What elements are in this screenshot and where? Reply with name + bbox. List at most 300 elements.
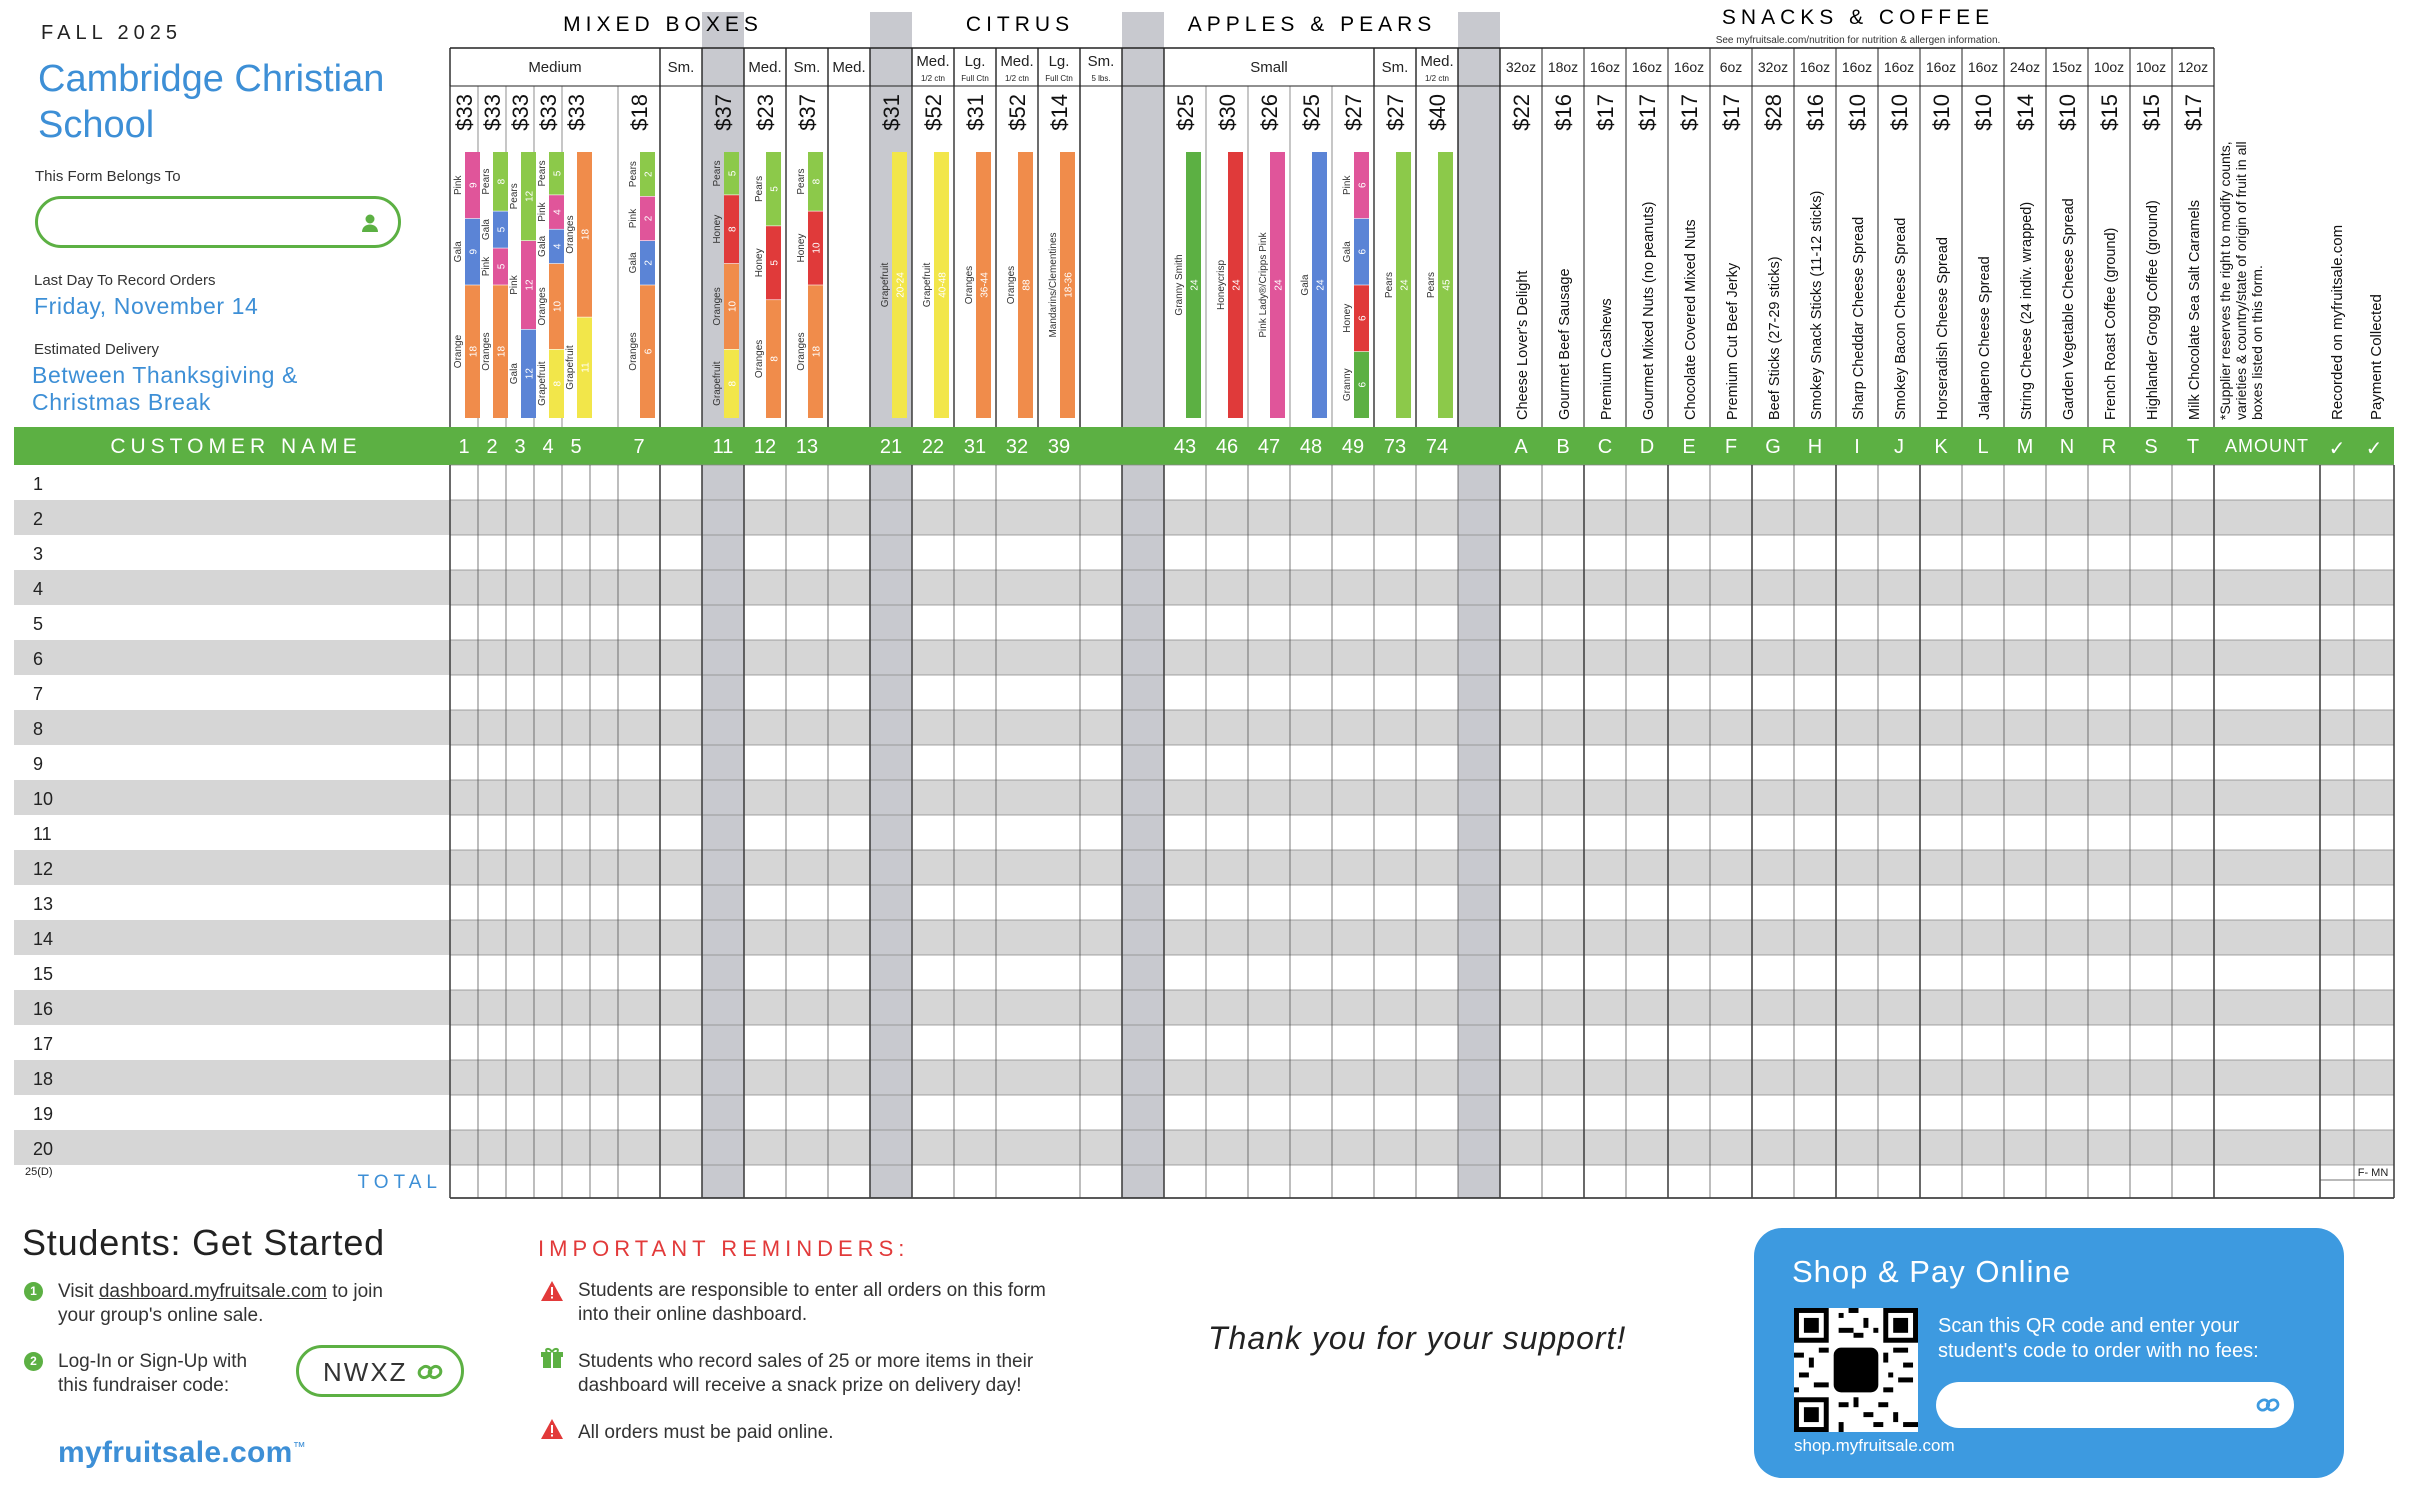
bar-count: 20-24 [895, 272, 907, 298]
snack-name: Milk Chocolate Sea Salt Caramels [2187, 199, 2203, 420]
price-label: $25 [1173, 94, 1198, 131]
price-label: $33 [480, 94, 505, 131]
bar-count: 6 [1357, 182, 1369, 189]
size-label: Medium [528, 59, 582, 76]
customer-name-cell[interactable] [14, 710, 450, 745]
product-number: 43 [1173, 436, 1197, 458]
bar-count: 6 [1357, 381, 1369, 388]
bar-fruit-label: Oranges [712, 287, 723, 326]
customer-name-cell[interactable] [14, 465, 450, 500]
price-label: $33 [452, 94, 477, 131]
product-bar [509, 152, 536, 418]
customer-name-cell[interactable] [14, 1130, 450, 1165]
product-bar [453, 152, 480, 418]
product-number: 73 [1383, 436, 1407, 458]
warning-icon [540, 1280, 564, 1302]
bar-fruit-label: Pink [628, 208, 639, 229]
student-code-input[interactable] [1936, 1382, 2294, 1428]
bar-count: 5 [769, 260, 781, 266]
bar-count: 8 [727, 380, 739, 387]
price-label: $10 [1971, 94, 1996, 131]
customer-name-cell[interactable] [14, 920, 450, 955]
snack-size: 16oz [1883, 59, 1915, 75]
product-number: 5 [570, 436, 582, 458]
bar-count: 9 [468, 248, 480, 255]
product-letter: E [1682, 436, 1696, 458]
bar-fruit-label: Pears [509, 183, 520, 210]
size-label: Small [1250, 59, 1288, 76]
price-label: $26 [1257, 94, 1282, 131]
snack-name: Sharp Cheddar Cheese Spread [1851, 216, 1867, 420]
price-label: $33 [564, 94, 589, 131]
product-letter: K [1934, 436, 1948, 458]
bar-fruit-label: Pink [509, 275, 520, 295]
product-letter: M [2016, 436, 2034, 458]
bar-fruit-label: Pink [537, 202, 548, 222]
bar-fruit-label: Oranges [1006, 265, 1017, 305]
bar-count: 12 [524, 279, 536, 291]
size-sublabel: 1/2 ctn [1424, 74, 1450, 83]
product-number: 74 [1425, 436, 1449, 458]
dashboard-link[interactable]: dashboard.myfruitsale.com [98, 1281, 327, 1302]
qr-code[interactable] [1794, 1308, 1918, 1432]
bar-fruit-label: Pink [453, 175, 464, 195]
customer-name-cell[interactable] [14, 570, 450, 605]
product-number: 48 [1299, 436, 1323, 458]
bar-fruit-label: Oranges [964, 265, 975, 305]
product-letter: T [2186, 436, 2200, 458]
bar-fruit-label: Granny Smith [1174, 254, 1185, 316]
price-label: $28 [1761, 94, 1786, 131]
deadline-value: Friday, November 14 [34, 293, 259, 319]
price-label: $15 [2097, 94, 2122, 131]
snack-name: Horseradish Cheese Spread [1935, 237, 1951, 420]
shop-desc-1: Scan this QR code and enter your [1938, 1315, 2240, 1337]
bar-fruit-label: Gala [628, 252, 639, 274]
snack-name: Gourmet Mixed Nuts (no peanuts) [1641, 201, 1657, 420]
section-mixed-boxes: MIXED BOXES [563, 13, 763, 36]
deadline-label: Last Day To Record Orders [34, 272, 216, 289]
product-letter: C [1597, 436, 1613, 458]
product-number: 47 [1257, 436, 1281, 458]
price-label: $17 [1635, 94, 1660, 131]
product-bar [964, 152, 991, 418]
price-label: $52 [1005, 94, 1030, 131]
bar-fruit-label: Pears [1426, 271, 1437, 299]
bar-fruit-label: Honey [754, 248, 765, 278]
product-letter: L [1977, 436, 1989, 458]
product-letter: J [1894, 436, 1904, 458]
price-label: $31 [879, 94, 904, 131]
price-label: $10 [1845, 94, 1870, 131]
bar-count: 45 [1441, 279, 1453, 291]
snack-name: Garden Vegetable Cheese Spread [2061, 198, 2077, 420]
snack-size: 16oz [1673, 59, 1705, 75]
bar-count: 5 [496, 226, 508, 233]
product-letter: R [2101, 436, 2117, 458]
product-number: 13 [795, 436, 819, 458]
bar-fruit-label: Honey [712, 214, 723, 244]
bar-count: 18 [468, 345, 480, 358]
product-letter: A [1514, 436, 1528, 458]
snack-size: 32oz [1757, 59, 1789, 75]
step-2-line2: this fundraiser code: [58, 1375, 230, 1396]
snacks-note: See myfruitsale.com/nutrition for nutrition & allergen information. [1715, 35, 2001, 46]
bar-count: 36-44 [979, 272, 991, 298]
size-label: Sm. [793, 59, 821, 76]
snack-size: 16oz [1589, 59, 1621, 75]
bar-count: 4 [552, 209, 564, 215]
snack-size: 16oz [1841, 59, 1873, 75]
bar-count: 5 [727, 170, 739, 177]
link-icon [417, 1363, 443, 1381]
product-number: 32 [1005, 436, 1029, 458]
owner-label: This Form Belongs To [35, 168, 181, 185]
brand-logo [58, 1436, 306, 1470]
recorded-check: ✓ [2328, 438, 2346, 460]
size-label: Med. [748, 59, 782, 76]
product-letter: B [1556, 436, 1570, 458]
bar-count: 11 [580, 362, 592, 373]
product-number: 7 [633, 436, 645, 458]
bar-fruit-label: Grapefruit [565, 345, 576, 390]
bar-fruit-label: Pears [754, 175, 765, 203]
customer-name-cell[interactable] [14, 780, 450, 815]
price-label: $30 [1215, 94, 1240, 131]
price-label: $17 [1719, 94, 1744, 131]
bar-count: 24 [1315, 279, 1327, 291]
product-number: 21 [879, 436, 903, 458]
price-label: $37 [711, 94, 736, 131]
price-label: $33 [536, 94, 561, 131]
bar-count: 18 [811, 345, 823, 358]
total-label: TOTAL [357, 1172, 442, 1193]
product-number: 2 [486, 436, 498, 458]
bar-fruit-label: Gala [453, 241, 464, 263]
bar-fruit-label: Pink Lady®/Cripps Pink [1258, 232, 1269, 338]
delivery-value: Between Thanksgiving & Christmas Break [32, 362, 298, 415]
bar-fruit-label: Oranges [481, 332, 492, 371]
payment-label: Payment Collected [2368, 294, 2385, 420]
season-label: FALL 2025 [41, 22, 183, 44]
snack-size: 16oz [1967, 59, 1999, 75]
snack-name: Smokey Snack Sticks (11-12 sticks) [1809, 190, 1825, 420]
supplier-note: varieties & country/state of origin of fruit in all [2233, 141, 2249, 420]
price-label: $25 [1299, 94, 1324, 131]
reminder-2b: dashboard will receive a snack prize on delivery day! [578, 1375, 1022, 1396]
size-label: Sm. [1087, 53, 1115, 70]
brand-name: myfruitsale.com [58, 1436, 293, 1469]
product-bar [922, 152, 949, 418]
reminder-2a: Students who record sales of 25 or more items in their [578, 1351, 1034, 1372]
shop-description [1938, 1314, 2259, 1364]
snack-name: String Cheese (24 indiv. wrapped) [2019, 201, 2035, 420]
step-1-badge: 1 [24, 1282, 43, 1301]
customer-name-cell[interactable] [14, 605, 450, 640]
bar-count: 12 [524, 190, 536, 202]
bar-count: 2 [643, 171, 655, 177]
size-label: Med. [832, 59, 866, 76]
price-label: $37 [795, 94, 820, 131]
product-bar [1258, 152, 1285, 418]
bar-fruit-label: Grapefruit [880, 262, 891, 308]
reminders-title: IMPORTANT REMINDERS: [538, 1236, 910, 1261]
bar-count: 10 [811, 242, 823, 254]
brand-tm: ™ [292, 1439, 306, 1454]
product-letter: D [1639, 436, 1655, 458]
reminder-1a: Students are responsible to enter all orders on this form [578, 1280, 1046, 1301]
price-label: $33 [508, 94, 533, 131]
size-label: Sm. [667, 59, 695, 76]
snack-size: 12oz [2177, 59, 2209, 75]
size-label: Med. [1000, 53, 1034, 70]
reminder-1 [578, 1279, 1046, 1327]
bar-count: 2 [643, 215, 655, 222]
size-label: Lg. [1048, 53, 1070, 70]
bar-count: 40-48 [937, 272, 949, 298]
link-icon [2256, 1394, 2280, 1416]
product-letter: N [2059, 436, 2075, 458]
gift-icon [540, 1347, 564, 1369]
bar-fruit-label: Pink [481, 256, 492, 277]
price-label: $10 [1887, 94, 1912, 131]
product-bar [1384, 152, 1411, 418]
product-letter: S [2144, 436, 2158, 458]
product-number: 49 [1341, 436, 1365, 458]
bar-fruit-label: Gala [1300, 274, 1311, 296]
bar-fruit-label: Oranges [537, 287, 548, 326]
bar-fruit-label: Grapefruit [537, 361, 548, 406]
product-letter: F [1724, 436, 1738, 458]
step-2-badge: 2 [24, 1352, 43, 1371]
bar-count: 18 [580, 228, 592, 241]
step-2-line1: Log-In or Sign-Up with [58, 1351, 248, 1372]
bar-fruit-label: Pears [628, 161, 639, 188]
customer-name-cell[interactable] [14, 745, 450, 780]
price-label: $10 [1929, 94, 1954, 131]
product-number: 11 [712, 436, 734, 458]
bar-count: 5 [496, 263, 508, 270]
shop-url[interactable]: shop.myfruitsale.com [1794, 1436, 1955, 1455]
bar-fruit-label: Grapefruit [922, 262, 933, 308]
price-label: $14 [1047, 94, 1072, 131]
price-label: $18 [627, 94, 652, 131]
bar-fruit-label: Grapefruit [712, 361, 723, 406]
bar-count: 5 [552, 170, 564, 177]
product-bar [1048, 152, 1075, 418]
customer-name-cell[interactable] [14, 1060, 450, 1095]
product-bar [1300, 152, 1327, 418]
price-label: $17 [2181, 94, 2206, 131]
bar-count: 10 [552, 300, 564, 313]
product-number: 1 [458, 436, 470, 458]
price-label: $27 [1383, 94, 1408, 131]
bar-count: 18 [496, 345, 508, 358]
product-number: 3 [514, 436, 526, 458]
snack-size: 16oz [1799, 59, 1831, 75]
bar-fruit-label: Pears [481, 168, 492, 195]
bar-fruit-label: Oranges [628, 332, 639, 371]
customer-name-cell[interactable] [14, 850, 450, 885]
step-2-text [58, 1350, 247, 1398]
form-code: 25(D) [25, 1166, 53, 1178]
product-letter: G [1765, 436, 1781, 458]
footer-code: F- MN [2357, 1167, 2389, 1179]
delivery-label: Estimated Delivery [34, 341, 160, 358]
snack-name: Chocolate Covered Mixed Nuts [1683, 219, 1699, 420]
price-label: $31 [963, 94, 988, 131]
shop-online-panel [1754, 1228, 2344, 1478]
step-1-pre: Visit [58, 1281, 99, 1302]
customer-name-cell[interactable] [14, 640, 450, 675]
product-bar [754, 152, 781, 418]
section-apples-pears: APPLES & PEARS [1187, 13, 1437, 36]
amount-header: AMOUNT [2225, 436, 2309, 456]
snack-name: Smokey Bacon Cheese Spread [1893, 217, 1909, 420]
bar-count: 6 [643, 348, 655, 355]
shop-desc-2: student's code to order with no fees: [1938, 1340, 2259, 1362]
product-letter: I [1854, 436, 1860, 458]
reminder-1b: into their online dashboard. [578, 1304, 808, 1325]
snack-size: 10oz [2093, 59, 2125, 75]
bar-fruit-label: Gala [481, 219, 492, 241]
bar-count: 5 [769, 186, 781, 192]
customer-name-cell[interactable] [14, 500, 450, 535]
snack-name: Highlander Grogg Coffee (ground) [2145, 200, 2161, 420]
product-number: 22 [921, 436, 945, 458]
bar-count: 24 [1231, 279, 1243, 291]
customer-name-header: CUSTOMER NAME [110, 435, 362, 458]
shop-title: Shop & Pay Online [1792, 1254, 2071, 1289]
step-1-text [58, 1280, 383, 1328]
price-label: $15 [2139, 94, 2164, 131]
customer-name-cell[interactable] [14, 815, 450, 850]
supplier-note: boxes listed on this form. [2249, 265, 2265, 420]
price-label: $10 [2055, 94, 2080, 131]
bar-fruit-label: Pears [537, 160, 548, 187]
bar-count: 24 [1189, 279, 1201, 291]
bar-fruit-label: Gala [537, 235, 548, 257]
customer-name-cell[interactable] [14, 990, 450, 1025]
snack-name: French Roast Coffee (ground) [2103, 227, 2119, 420]
size-sublabel: Full Ctn [961, 74, 989, 83]
customer-name-cell[interactable] [14, 535, 450, 570]
bar-fruit-label: Honey [1342, 303, 1353, 333]
product-bar [1342, 152, 1369, 418]
section-snacks-coffee: SNACKS & COFFEE [1721, 6, 1995, 29]
product-number: 31 [963, 436, 987, 458]
bar-fruit-label: Granny [1342, 368, 1353, 402]
bar-fruit-label: Orange [453, 334, 464, 369]
price-label: $17 [1677, 94, 1702, 131]
snack-size: 16oz [1631, 59, 1663, 75]
bar-fruit-label: Gala [509, 363, 520, 385]
snack-name: Premium Cashews [1599, 298, 1615, 420]
bar-count: 24 [1399, 279, 1411, 291]
reminder-2 [578, 1350, 1033, 1398]
snack-size: 16oz [1925, 59, 1957, 75]
bar-count: 8 [769, 356, 781, 362]
supplier-note: *Supplier reserves the right to modify counts, [2217, 141, 2233, 420]
bar-fruit-label: Honey [796, 233, 807, 263]
bar-fruit-label: Pink [1342, 175, 1353, 195]
product-bar [481, 152, 508, 418]
product-bar [1174, 152, 1201, 418]
price-label: $27 [1341, 94, 1366, 131]
bar-count: 9 [468, 182, 480, 189]
bar-count: 10 [727, 300, 739, 313]
bar-count: 4 [552, 243, 564, 250]
thank-you-message: Thank you for your support! [1208, 1320, 1627, 1356]
product-bar [1426, 152, 1453, 418]
price-label: $14 [2013, 94, 2038, 131]
payment-check: ✓ [2365, 438, 2383, 460]
price-label: $17 [1593, 94, 1618, 131]
bar-fruit-label: Honeycrisp [1216, 259, 1227, 311]
snack-name: Jalapeno Cheese Spread [1977, 256, 1993, 420]
fundraiser-code: NWXZ [323, 1357, 408, 1387]
bar-count: 8 [552, 380, 564, 387]
size-sublabel: 1/2 ctn [920, 74, 946, 83]
price-label: $23 [753, 94, 778, 131]
recorded-label: Recorded on myfruitsale.com [2329, 224, 2346, 420]
section-citrus: CITRUS [965, 13, 1075, 36]
snack-name: Premium Cut Beef Jerky [1725, 262, 1741, 420]
price-label: $52 [921, 94, 946, 131]
customer-name-cell[interactable] [14, 1095, 450, 1130]
bar-count: 6 [1357, 248, 1369, 255]
bar-fruit-label: Gala [1342, 241, 1353, 263]
size-label: Lg. [964, 53, 986, 70]
snack-size: 15oz [2051, 59, 2083, 75]
school-name: Cambridge Christian School [38, 58, 385, 146]
bar-count: 88 [1021, 279, 1033, 291]
bar-fruit-label: Mandarins/Clementines [1048, 232, 1059, 338]
bar-count: 2 [643, 260, 655, 266]
size-sublabel: Full Ctn [1045, 74, 1073, 83]
snack-name: Cheese Lover's Delight [1515, 270, 1531, 420]
get-started-title: Students: Get Started [22, 1222, 386, 1263]
snack-name: Gourmet Beef Sausage [1557, 268, 1573, 420]
fundraiser-code-badge[interactable] [296, 1345, 464, 1397]
snack-size: 10oz [2135, 59, 2167, 75]
customer-name-cell[interactable] [14, 955, 450, 990]
customer-name-cell[interactable] [14, 885, 450, 920]
customer-name-cell[interactable] [14, 1025, 450, 1060]
bar-count: 8 [811, 178, 823, 185]
bar-count: 24 [1273, 279, 1285, 291]
snack-name: Beef Sticks (27-29 sticks) [1767, 256, 1783, 420]
product-bar [628, 152, 655, 418]
bar-fruit-label: Oranges [565, 215, 576, 254]
product-bar [537, 152, 564, 418]
product-number: 4 [542, 436, 554, 458]
product-bar [796, 152, 823, 418]
bar-fruit-label: Pears [712, 160, 723, 187]
product-number: 46 [1215, 436, 1239, 458]
bar-fruit-label: Pears [796, 168, 807, 195]
step-1-line2: your group's online sale. [58, 1305, 264, 1326]
reminder-3: All orders must be paid online. [578, 1422, 834, 1443]
customer-name-cell[interactable] [14, 675, 450, 710]
snack-size: 32oz [1505, 59, 1537, 75]
bar-count: 18-36 [1063, 272, 1075, 298]
snack-size: 6oz [1719, 59, 1743, 75]
product-number: 39 [1047, 436, 1071, 458]
snack-size: 18oz [1547, 59, 1579, 75]
size-label: Med. [916, 53, 950, 70]
product-letter: H [1807, 436, 1823, 458]
